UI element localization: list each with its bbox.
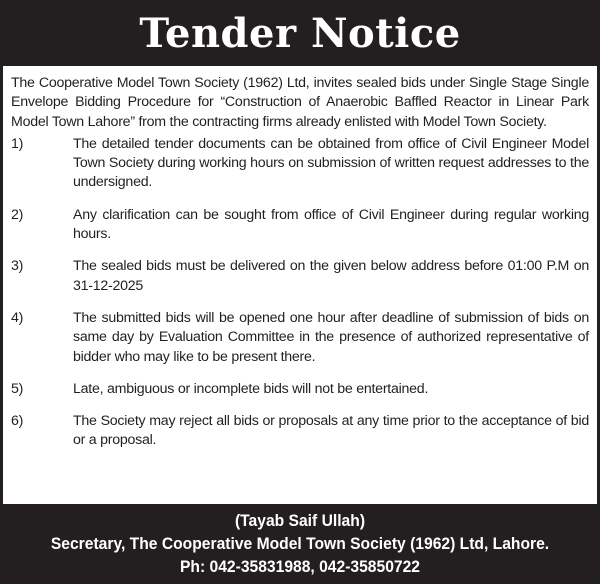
signatory-designation: Secretary, The Cooperative Model Town Society (1962) Ltd, Lahore. <box>50 534 550 553</box>
item-number: 5) <box>11 380 24 397</box>
list-item <box>11 206 589 245</box>
item-number: 2) <box>11 206 24 223</box>
list-item <box>11 380 589 399</box>
contact-phone: Ph: 042-35831988, 042-35850722 <box>179 557 421 576</box>
item-number: 4) <box>11 309 24 326</box>
signature-block <box>24 505 576 584</box>
intro-paragraph: The Cooperative Model Town Society (1962) Ltd, invites sealed bids under Single Stage Single Envelope Bidding Procedure for “Construction of Anaerobic Baffled Reactor in Linear Park Model Town Lahore” from the contracting firms already enlisted with Model Town Society. <box>11 75 589 130</box>
item-text: Any clarification can be sought from office of Civil Engineer during regular working hours. <box>73 206 589 243</box>
item-number: 1) <box>11 135 24 152</box>
item-number: 6) <box>11 413 24 430</box>
item-number: 3) <box>11 258 24 275</box>
list-item <box>11 257 589 296</box>
page-title: Tender Notice <box>139 9 461 57</box>
item-text: Late, ambiguous or incomplete bids will not be entertained. <box>73 380 429 397</box>
item-text: The Society may reject all bids or proposals at any time prior to the acceptance of bid or a proposal. <box>73 413 589 449</box>
notice-body <box>3 66 597 504</box>
item-text: The detailed tender documents can be obtained from office of Civil Engineer Model Town Society during working hours on submission of written request addresses to the undersigned. <box>73 135 589 191</box>
item-text: The sealed bids must be delivered on the given below address before 01:00 P.M on 31-12-2025 <box>73 258 589 294</box>
list-item <box>11 412 589 451</box>
list-item <box>11 135 589 193</box>
item-text: The submitted bids will be opened one hour after deadline of submission of bids on same day by Evaluation Committee in the presence of authorized representative of bidder who may like to be present there. <box>73 309 589 365</box>
signatory-name: (Tayab Saif Ullah) <box>234 511 366 530</box>
list-item <box>11 309 589 367</box>
header-banner <box>0 0 600 68</box>
